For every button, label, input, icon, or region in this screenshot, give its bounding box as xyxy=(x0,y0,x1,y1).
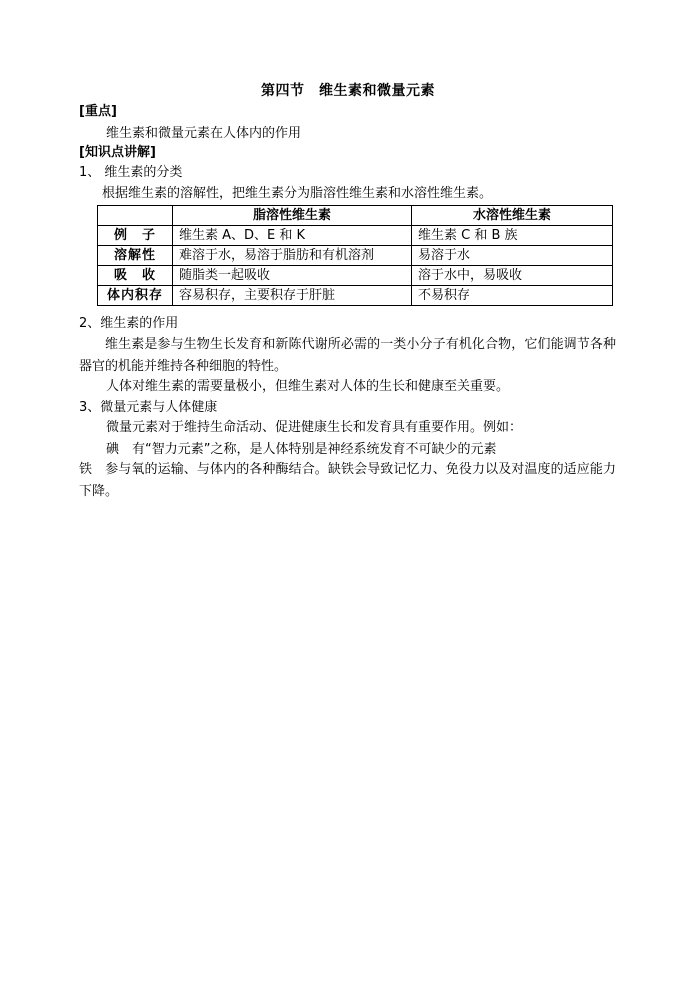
table-header-cell: 脂溶性维生素 xyxy=(173,206,412,226)
page-title: 第四节 维生素和微量元素 xyxy=(261,83,435,99)
section1-intro: 根据维生素的溶解性，把维生素分为脂溶性维生素和水溶性维生素。 xyxy=(102,186,493,201)
table-cell: 不易积存 xyxy=(412,286,613,306)
table-row-label: 例 子 xyxy=(98,226,173,246)
table-row xyxy=(98,226,613,246)
table-cell: 容易积存，主要积存于肝脏 xyxy=(173,286,412,306)
iron-item: 铁 参与氧的运输、与体内的各种酶结合。缺铁会导致记忆力、免役力以及对温度的适应能力下降。 xyxy=(79,462,616,499)
table-header-cell xyxy=(98,206,173,226)
knowledge-heading: [知识点讲解] xyxy=(79,145,156,160)
table-row-label: 体内积存 xyxy=(98,286,173,306)
table-cell: 难溶于水，易溶于脂肪和有机溶剂 xyxy=(173,246,412,266)
section2-paragraph-1: 维生素是参与生物生长发育和新陈代谢所必需的一类小分子有机化合物，它们能调节各种器官的机能并维持各种细胞的特性。 xyxy=(79,337,616,374)
section2-paragraph-2: 人体对维生素的需要量极小，但维生素对人体的生长和健康至关重要。 xyxy=(106,379,510,394)
table-row xyxy=(98,246,613,266)
section1-heading: 1、 维生素的分类 xyxy=(79,165,183,180)
focus-text: 维生素和微量元素在人体内的作用 xyxy=(106,126,302,141)
table-cell: 随脂类一起吸收 xyxy=(173,266,412,286)
table-row-label: 溶解性 xyxy=(98,246,173,266)
table-cell: 维生素 C 和 B 族 xyxy=(412,226,613,246)
table-row xyxy=(98,286,613,306)
table-row xyxy=(98,266,613,286)
section2-heading: 2、维生素的作用 xyxy=(79,316,179,331)
table-header-cell: 水溶性维生素 xyxy=(412,206,613,226)
iodine-item: 碘 有“智力元素”之称，是人体特别是神经系统发育不可缺少的元素 xyxy=(106,442,497,457)
section3-heading: 3、微量元素与人体健康 xyxy=(79,400,218,415)
table-cell: 维生素 A、D、E 和 K xyxy=(173,226,412,246)
table-cell: 易溶于水 xyxy=(412,246,613,266)
table-cell: 溶于水中，易吸收 xyxy=(412,266,613,286)
vitamin-classification-table xyxy=(97,205,613,306)
table-header-row xyxy=(98,206,613,226)
section3-paragraph-1: 微量元素对于维持生命活动、促进健康生长和发育具有重要作用。例如： xyxy=(106,420,523,435)
focus-heading: [重点] xyxy=(79,104,117,119)
table-row-label: 吸 收 xyxy=(98,266,173,286)
